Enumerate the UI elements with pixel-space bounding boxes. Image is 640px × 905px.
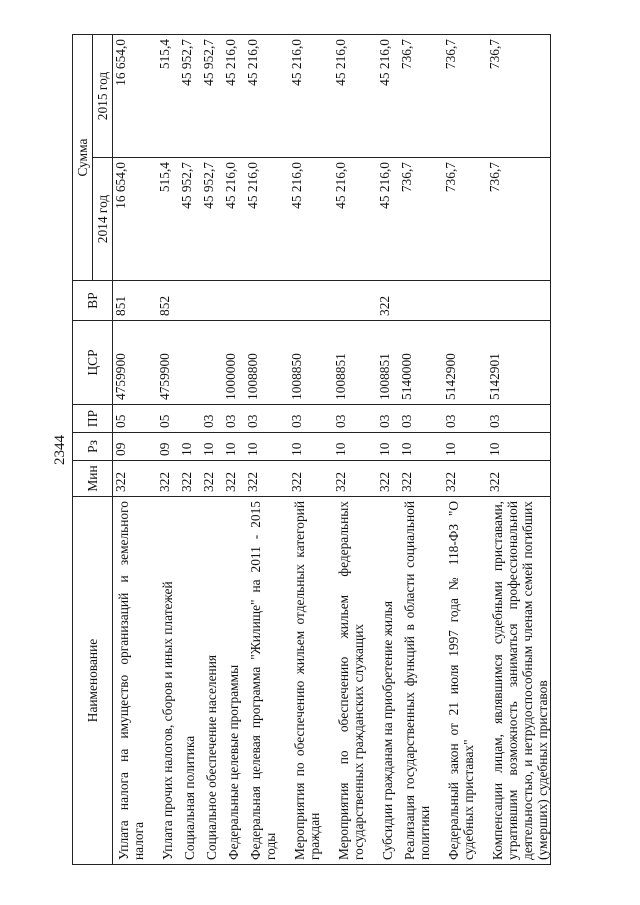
cell-name: Социальное обеспечение населения [201, 497, 223, 865]
table-row [487, 34, 551, 864]
cell-vr [399, 281, 443, 321]
cell-2015: 736,7 [443, 34, 487, 157]
header-min: Мин [73, 461, 113, 497]
cell-pr: 03 [443, 405, 487, 433]
cell-rz: 10 [399, 433, 443, 461]
cell-min: 322 [443, 461, 487, 497]
cell-2015: 45 216,0 [377, 34, 399, 157]
cell-2015: 45 216,0 [333, 34, 377, 157]
cell-csr: 1008800 [245, 321, 289, 405]
cell-name: Федеральный закон от 21 июля 1997 года № 118-ФЗ "О судебных приставах" [443, 497, 487, 865]
cell-pr: 03 [201, 405, 223, 433]
cell-pr: 05 [157, 405, 179, 433]
cell-name: Мероприятия по обеспечению жильем отдельных категорий граждан [289, 497, 333, 865]
cell-csr [179, 321, 201, 405]
cell-name: Социальная политика [179, 497, 201, 865]
cell-rz: 10 [223, 433, 245, 461]
cell-vr: 851 [113, 281, 158, 321]
cell-vr [289, 281, 333, 321]
cell-min: 322 [487, 461, 551, 497]
cell-min: 322 [245, 461, 289, 497]
cell-2015: 45 216,0 [245, 34, 289, 157]
cell-name: Мероприятия по обеспечению жильем федеральных государственных гражданских служащих [333, 497, 377, 865]
cell-pr: 03 [289, 405, 333, 433]
table-row [223, 34, 245, 864]
cell-min: 322 [399, 461, 443, 497]
cell-2015: 736,7 [399, 34, 443, 157]
cell-vr [201, 281, 223, 321]
cell-2015: 45 216,0 [289, 34, 333, 157]
cell-2014: 45 216,0 [333, 158, 377, 281]
cell-rz: 10 [201, 433, 223, 461]
header-rz: Рз [73, 433, 113, 461]
cell-2015: 736,7 [487, 34, 551, 157]
cell-2015: 16 654,0 [113, 34, 158, 157]
cell-csr: 5140000 [399, 321, 443, 405]
cell-pr: 03 [399, 405, 443, 433]
cell-csr: 1008851 [333, 321, 377, 405]
budget-table [72, 34, 551, 865]
table-row [113, 34, 158, 864]
cell-pr: 03 [245, 405, 289, 433]
table-row [289, 34, 333, 864]
header-year-2014: 2014 год [93, 158, 113, 281]
table-row [245, 34, 289, 864]
cell-csr: 1000000 [223, 321, 245, 405]
cell-csr: 1008850 [289, 321, 333, 405]
cell-2014: 45 952,7 [179, 158, 201, 281]
cell-min: 322 [377, 461, 399, 497]
table-row [443, 34, 487, 864]
header-pr: ПР [73, 405, 113, 433]
cell-pr: 03 [223, 405, 245, 433]
cell-name: Федеральная целевая программа "Жилище" на 2011 - 2015 годы [245, 497, 289, 865]
cell-csr: 4759900 [157, 321, 179, 405]
cell-rz: 10 [377, 433, 399, 461]
cell-min: 322 [289, 461, 333, 497]
cell-csr: 5142900 [443, 321, 487, 405]
table-row [179, 34, 201, 864]
table-row [201, 34, 223, 864]
cell-pr: 05 [113, 405, 158, 433]
cell-rz: 10 [333, 433, 377, 461]
cell-rz: 10 [179, 433, 201, 461]
table-row [399, 34, 443, 864]
table-row [333, 34, 377, 864]
cell-2014: 45 952,7 [201, 158, 223, 281]
cell-rz: 09 [113, 433, 158, 461]
cell-name: Уплата прочих налогов, сборов и иных платежей [157, 497, 179, 865]
cell-vr [179, 281, 201, 321]
cell-2014: 45 216,0 [223, 158, 245, 281]
cell-2015: 515,4 [157, 34, 179, 157]
header-sum: Сумма [73, 34, 93, 280]
cell-pr: 03 [487, 405, 551, 433]
header-name: Наименование [73, 497, 113, 865]
cell-2015: 45 216,0 [223, 34, 245, 157]
cell-name: Субсидии гражданам на приобретение жилья [377, 497, 399, 865]
cell-csr [201, 321, 223, 405]
header-csr: ЦСР [73, 321, 113, 405]
cell-rz: 10 [289, 433, 333, 461]
cell-csr: 5142901 [487, 321, 551, 405]
cell-2014: 736,7 [443, 158, 487, 281]
cell-csr: 1008851 [377, 321, 399, 405]
cell-name: Реализация государственных функций в области социальной политики [399, 497, 443, 865]
cell-vr: 852 [157, 281, 179, 321]
cell-2014: 736,7 [399, 158, 443, 281]
cell-2015: 45 952,7 [201, 34, 223, 157]
cell-min: 322 [223, 461, 245, 497]
cell-csr: 4759900 [113, 321, 158, 405]
cell-pr: 03 [377, 405, 399, 433]
cell-2014: 45 216,0 [377, 158, 399, 281]
cell-name: Компенсации лицам, являвшимся судебными приставами, утратившим возможность заниматься профессиональной деятельностью, и нетрудоспособным членам семей погибших (умерших) судебных приставов [487, 497, 551, 865]
cell-min: 322 [113, 461, 158, 497]
cell-pr: 03 [333, 405, 377, 433]
cell-2014: 45 216,0 [245, 158, 289, 281]
cell-pr [179, 405, 201, 433]
cell-min: 322 [201, 461, 223, 497]
cell-vr [333, 281, 377, 321]
cell-vr [223, 281, 245, 321]
cell-rz: 09 [157, 433, 179, 461]
cell-rz: 10 [487, 433, 551, 461]
table-row [377, 34, 399, 864]
cell-rz: 10 [245, 433, 289, 461]
cell-name: Федеральные целевые программы [223, 497, 245, 865]
cell-2014: 16 654,0 [113, 158, 158, 281]
header-vr: ВР [73, 281, 113, 321]
cell-vr [245, 281, 289, 321]
cell-2015: 45 952,7 [179, 34, 201, 157]
cell-vr: 322 [377, 281, 399, 321]
cell-name: Уплата налога на имущество организаций и земельного налога [113, 497, 158, 865]
cell-rz: 10 [443, 433, 487, 461]
cell-min: 322 [333, 461, 377, 497]
cell-vr [487, 281, 551, 321]
header-year-2015: 2015 год [93, 34, 113, 157]
page-number: 2344 [52, 435, 68, 465]
cell-min: 322 [179, 461, 201, 497]
cell-vr [443, 281, 487, 321]
cell-2014: 515,4 [157, 158, 179, 281]
table-row [157, 34, 179, 864]
cell-2014: 736,7 [487, 158, 551, 281]
cell-min: 322 [157, 461, 179, 497]
cell-2014: 45 216,0 [289, 158, 333, 281]
